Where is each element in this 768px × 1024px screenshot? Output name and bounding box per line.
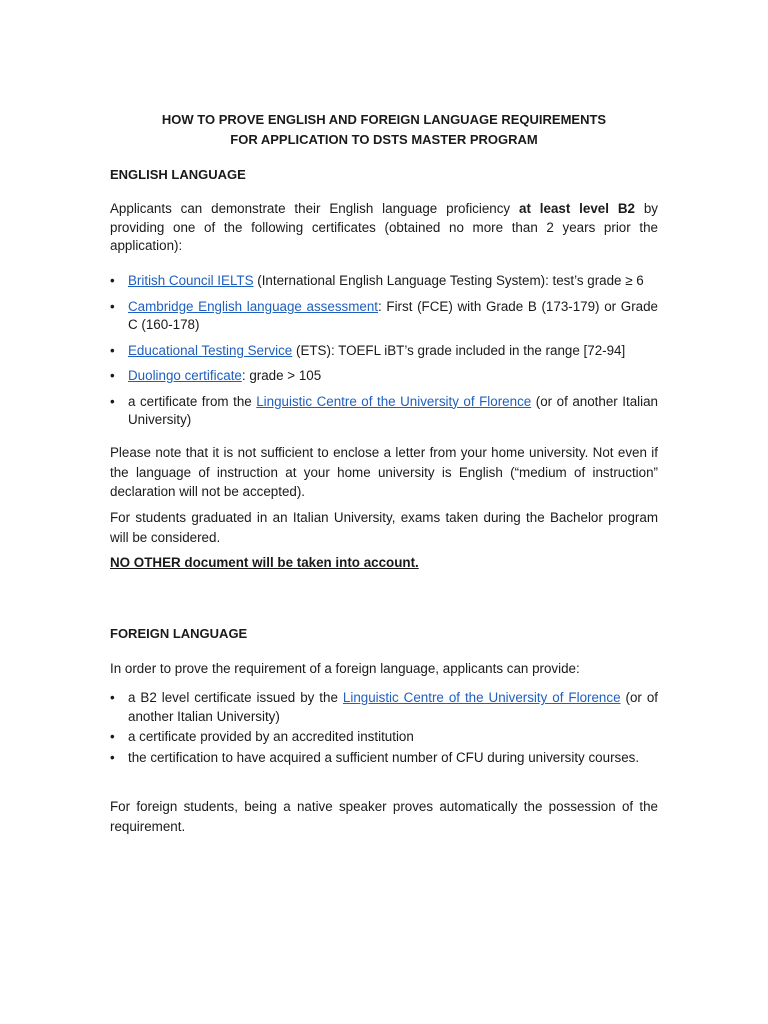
- cambridge-link[interactable]: Cambridge English language assessment: [128, 298, 378, 314]
- list-item: • the certification to have acquired a sufficient number of CFU during university courses.: [110, 749, 658, 768]
- list-item-text: (ETS): TOEFL iBT’s grade included in the range [72-94]: [292, 342, 626, 358]
- foreign-heading: FOREIGN LANGUAGE: [110, 626, 248, 641]
- english-note-no-other: NO OTHER document will be taken into account.: [110, 555, 419, 570]
- ielts-link[interactable]: British Council IELTS: [128, 273, 254, 288]
- list-item: [110, 393, 658, 430]
- list-item-text: (or of another Italian University): [128, 690, 658, 724]
- english-intro-level: at least level B2: [519, 201, 635, 216]
- list-item: [110, 342, 658, 361]
- document-title: [110, 110, 658, 150]
- list-item: [110, 298, 658, 335]
- list-item-text: : grade > 105: [241, 368, 322, 383]
- english-intro: [110, 200, 658, 256]
- list-item-text: (or of another Italian University): [128, 393, 658, 427]
- list-item-text: (International English Language Testing System): test’s grade ≥ 6: [253, 273, 644, 288]
- list-item: [110, 367, 658, 386]
- list-item-text: : First (FCE) with Grade B (173-179) or Grade C (160-178): [128, 298, 658, 332]
- english-intro-text: Applicants can demonstrate their English language proficiency: [110, 201, 519, 216]
- linguistic-centre-link[interactable]: Linguistic Centre of the University of Florence: [256, 393, 532, 409]
- list-item: [110, 689, 658, 726]
- ets-link[interactable]: Educational Testing Service: [128, 342, 293, 358]
- english-note-letter: Please note that it is not sufficient to enclose a letter from your home university. Not even if the language of instruction at your home university is English (“medium of instruction” declaration will not be accepted).: [110, 445, 658, 499]
- duolingo-link[interactable]: Duolingo certificate: [128, 368, 242, 383]
- title-line-2: FOR APPLICATION TO DSTS MASTER PROGRAM: [230, 132, 538, 147]
- foreign-closing: For foreign students, being a native speaker proves automatically the possession of the requirement.: [110, 799, 658, 834]
- foreign-intro: In order to prove the requirement of a foreign language, applicants can provide:: [110, 661, 580, 676]
- english-heading: ENGLISH LANGUAGE: [110, 167, 246, 182]
- list-item: • a certificate provided by an accredited institution: [110, 728, 658, 747]
- linguistic-centre-link-2[interactable]: Linguistic Centre of the University of Florence: [342, 690, 621, 705]
- list-item: [110, 272, 658, 291]
- english-intro-rest: by providing one of the following certificates (obtained no more than 2 years prior the application):: [110, 201, 658, 253]
- list-item-text: a certificate from the: [128, 393, 257, 409]
- english-certificate-list: [110, 272, 658, 430]
- english-note-italian: For students graduated in an Italian University, exams taken during the Bachelor program will be considered.: [110, 510, 658, 545]
- list-item-text: a B2 level certificate issued by the: [128, 690, 343, 705]
- title-line-1: HOW TO PROVE ENGLISH AND FOREIGN LANGUAGE REQUIREMENTS: [161, 112, 607, 127]
- foreign-requirement-list: [110, 689, 658, 767]
